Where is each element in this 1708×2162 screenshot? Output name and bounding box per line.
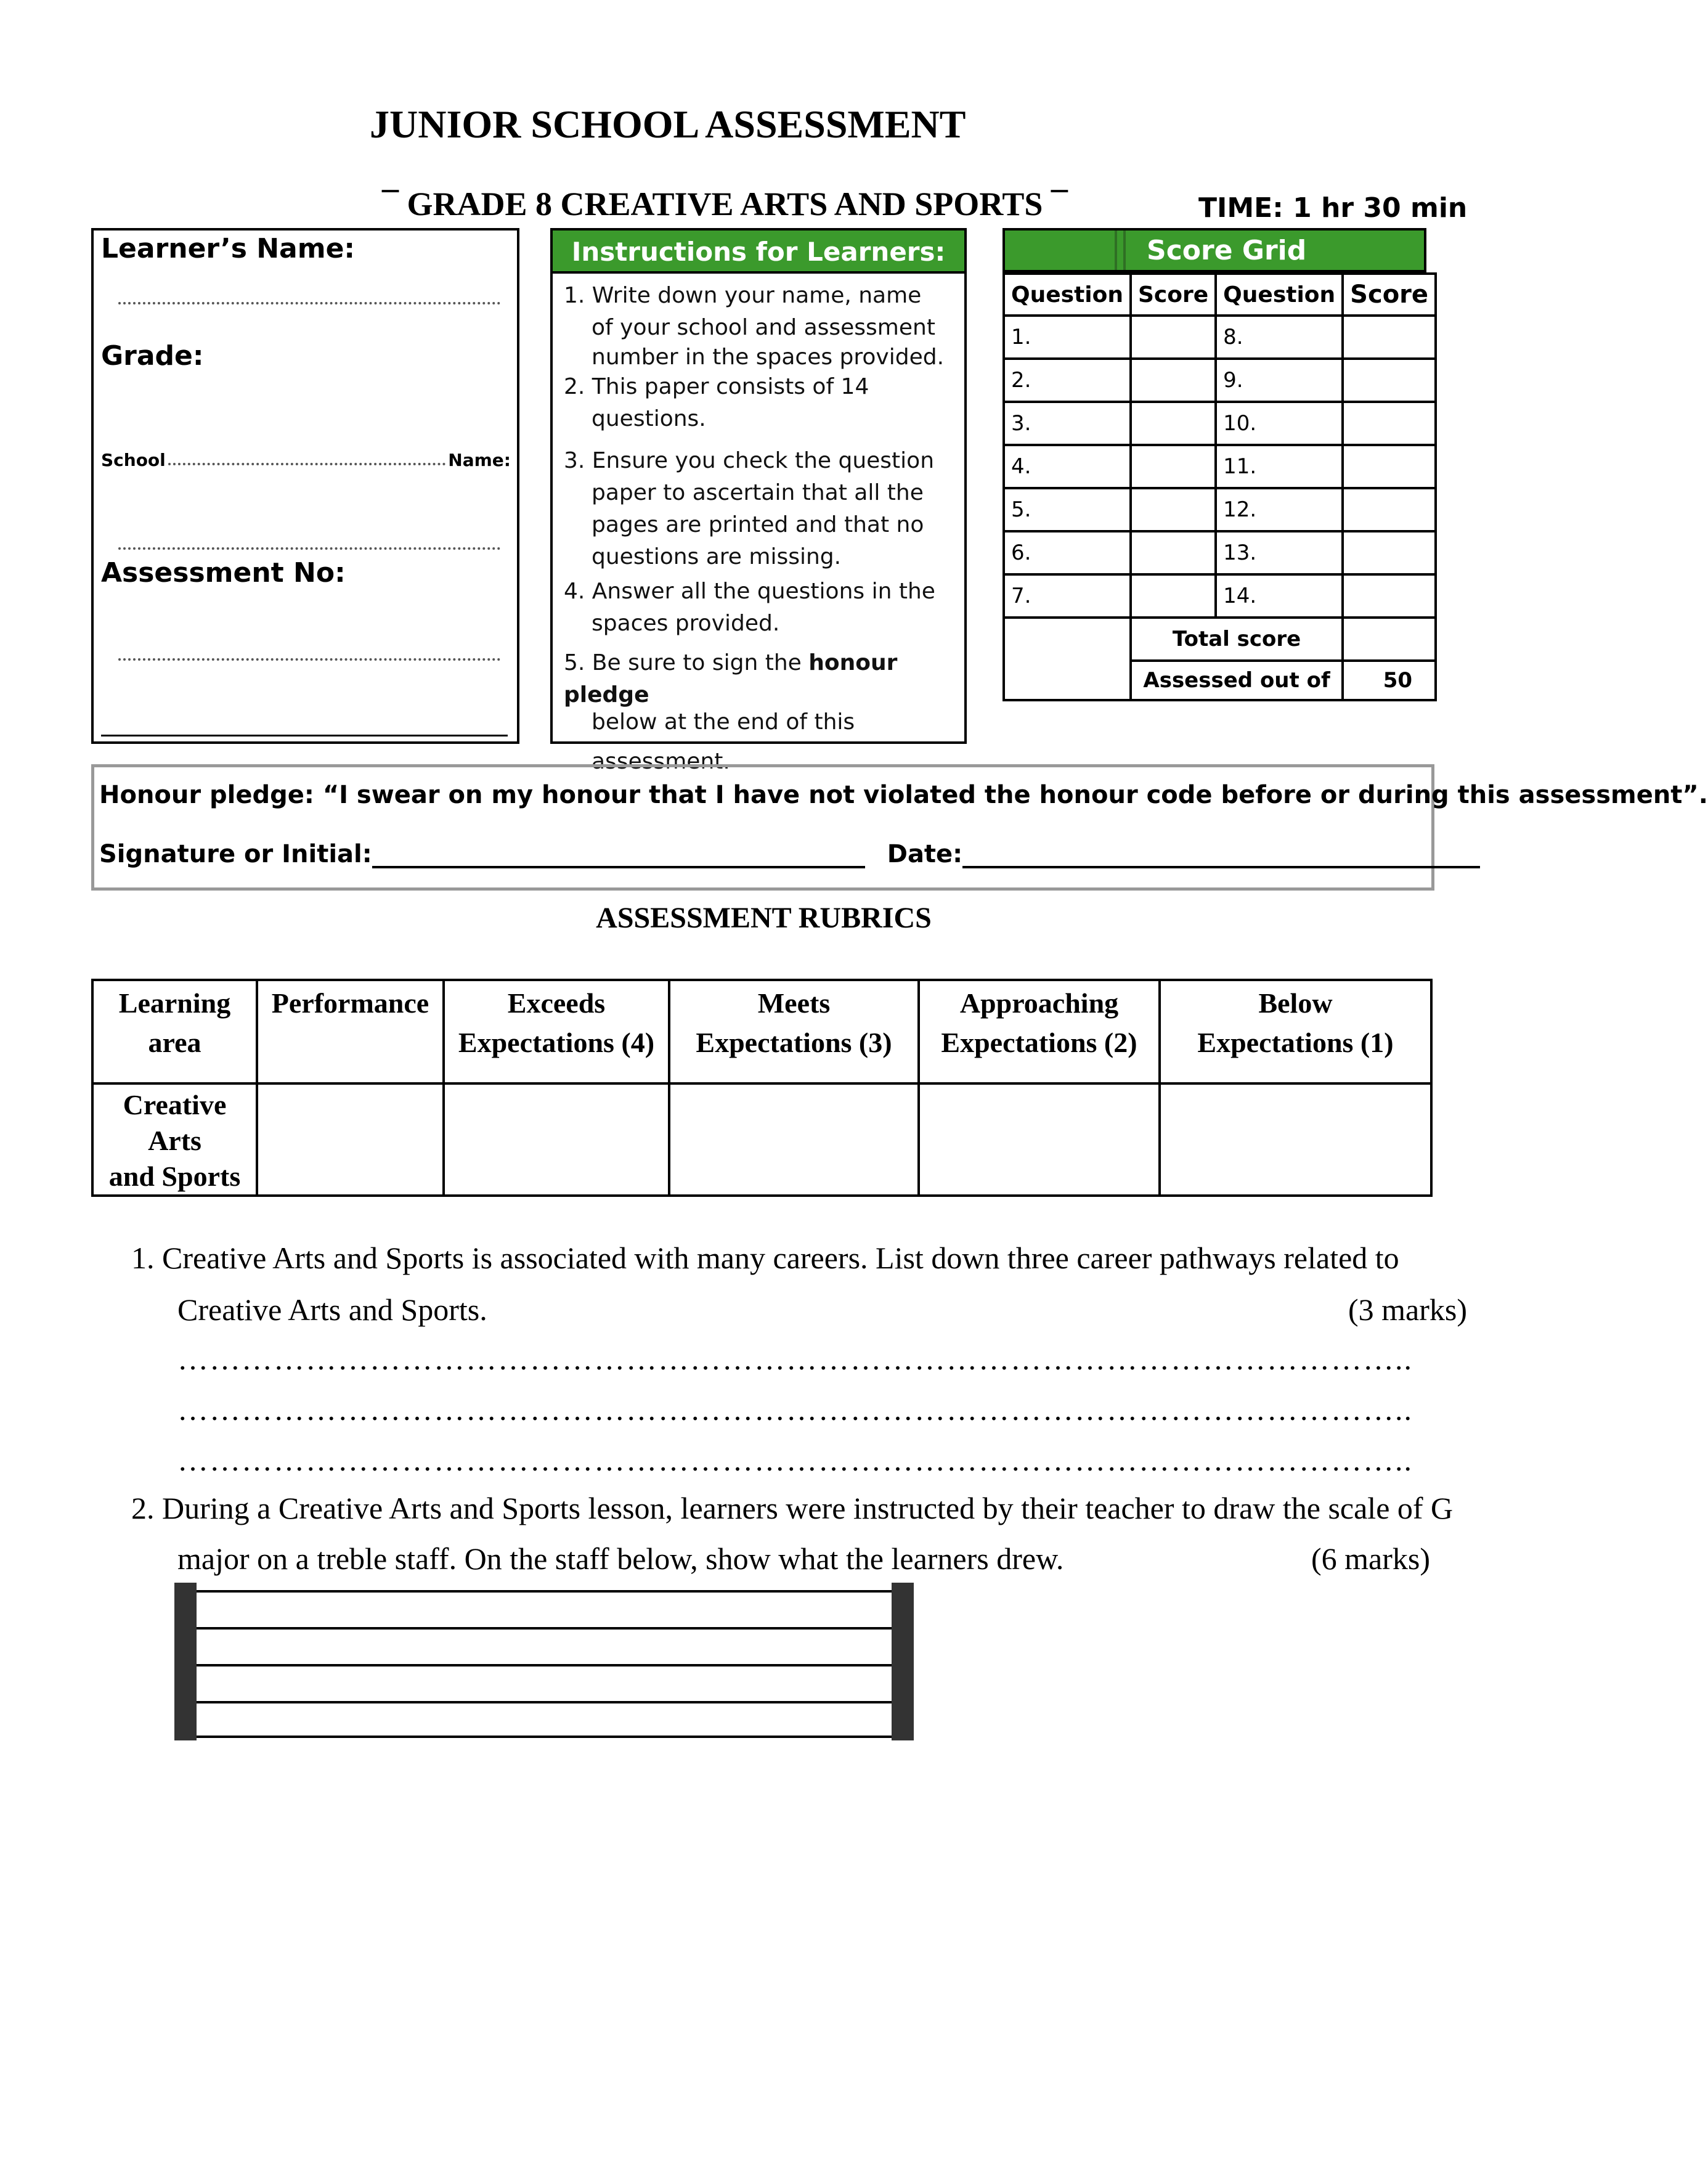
signature-field[interactable] xyxy=(372,844,865,868)
staff-line xyxy=(197,1701,892,1703)
assessment-no-label: Assessment No: xyxy=(101,557,346,589)
question-number: 8. xyxy=(1216,316,1343,359)
total-score-label: Total score xyxy=(1131,618,1343,661)
signature-label: Signature or Initial: xyxy=(99,840,372,868)
question-number: 2. xyxy=(1004,359,1131,402)
column-header-question-2: Question xyxy=(1216,274,1343,316)
honour-pledge-box xyxy=(91,764,1708,891)
staff-line xyxy=(197,1664,892,1666)
score-cell[interactable] xyxy=(1343,531,1436,574)
time-allowed: TIME: 1 hr 30 min xyxy=(1198,192,1468,224)
rubric-cell[interactable] xyxy=(444,1083,669,1196)
staff-line xyxy=(197,1590,892,1593)
school-name-row[interactable] xyxy=(101,450,511,470)
question-number: 5. xyxy=(1004,488,1131,531)
score-cell[interactable] xyxy=(1131,531,1216,574)
score-grid-heading: Score Grid xyxy=(1147,235,1307,266)
score-cell[interactable] xyxy=(1343,488,1436,531)
date-label: Date: xyxy=(887,840,963,868)
question-number: 7. xyxy=(1004,574,1131,618)
score-row xyxy=(1004,445,1436,488)
score-row xyxy=(1004,402,1436,445)
page-subtitle: ¯ GRADE 8 CREATIVE ARTS AND SPORTS ¯ xyxy=(382,186,1068,222)
date-field[interactable] xyxy=(962,844,1480,868)
staff-line xyxy=(197,1627,892,1630)
instruction-item: 3. Ensure you check the question paper to ascertain that all the pages are printed and that no questions are missing. xyxy=(564,448,935,569)
total-score-cell[interactable] xyxy=(1343,618,1436,661)
question-1-text: 1. Creative Arts and Sports is associated with many careers. List down three career pathways related to xyxy=(131,1241,1399,1275)
score-cell[interactable] xyxy=(1131,488,1216,531)
grade-label: Grade: xyxy=(101,340,204,372)
score-cell[interactable] xyxy=(1131,574,1216,618)
score-cell[interactable] xyxy=(1343,574,1436,618)
school-name-field[interactable] xyxy=(168,463,446,465)
instruction-item: 2. This paper consists of 14 questions. xyxy=(564,374,869,431)
staff-line xyxy=(197,1736,892,1738)
question-1-marks: (3 marks) xyxy=(1348,1292,1467,1327)
score-cell[interactable] xyxy=(1131,359,1216,402)
score-cell[interactable] xyxy=(1131,402,1216,445)
rubric-header-learning-area: Learning area xyxy=(92,980,257,1083)
honour-pledge-emphasis: honour pledge xyxy=(564,650,898,708)
instructions-box xyxy=(550,228,967,774)
assessment-no-field[interactable] xyxy=(118,655,500,661)
score-grid-table xyxy=(1002,272,1437,701)
instruction-item: 5. Be sure to sign the honour pledge below at the end of this assessment. xyxy=(564,650,898,774)
question-2-text: 2. During a Creative Arts and Sports lesson, learners were instructed by their teacher to draw the scale of G xyxy=(131,1491,1454,1525)
score-cell[interactable] xyxy=(1343,402,1436,445)
score-cell[interactable] xyxy=(1343,445,1436,488)
rubric-header-below: Below Expectations (1) xyxy=(1160,980,1431,1083)
signature-row xyxy=(99,840,1480,868)
instruction-item: 1. Write down your name, name of your school and assessment number in the spaces provided. xyxy=(564,283,945,370)
honour-pledge-text: Honour pledge: “I swear on my honour that I have not violated the honour code before or during this assessment”. xyxy=(99,781,1708,809)
score-cell[interactable] xyxy=(1131,445,1216,488)
question-number: 1. xyxy=(1004,316,1131,359)
assessed-out-of-value: 50 xyxy=(1343,661,1436,700)
assessed-out-of-label: Assessed out of xyxy=(1131,661,1343,700)
rubric-cell[interactable] xyxy=(257,1083,444,1196)
answer-line[interactable]: …………………………………………………………………………………………………….. xyxy=(177,1392,1413,1427)
answer-line[interactable]: …………………………………………………………………………………………………….. xyxy=(177,1342,1413,1376)
score-row xyxy=(1004,359,1436,402)
learner-box-underline xyxy=(101,735,508,736)
learner-name-field[interactable] xyxy=(118,298,500,304)
column-header-question: Question xyxy=(1004,274,1131,316)
header-divider xyxy=(1123,230,1126,270)
column-header-score: Score xyxy=(1131,274,1216,316)
instructions-heading: Instructions for Learners: xyxy=(553,230,964,274)
score-row xyxy=(1004,531,1436,574)
question-number: 4. xyxy=(1004,445,1131,488)
question-number: 6. xyxy=(1004,531,1131,574)
learner-name-label: Learner’s Name: xyxy=(101,233,356,264)
question-number: 13. xyxy=(1216,531,1343,574)
score-grid-header-row xyxy=(1004,274,1436,316)
learner-details-box xyxy=(91,228,519,744)
question-2-text-cont: major on a treble staff. On the staff below, show what the learners drew. xyxy=(177,1541,1064,1576)
score-row xyxy=(1004,574,1436,618)
score-cell[interactable] xyxy=(1343,316,1436,359)
header-divider xyxy=(1115,230,1117,270)
question-2-marks: (6 marks) xyxy=(1311,1541,1430,1576)
question-number: 11. xyxy=(1216,445,1343,488)
score-grid xyxy=(1002,228,1429,702)
staff-left-bar xyxy=(174,1583,197,1740)
rubric-header-approaching: Approaching Expectations (2) xyxy=(919,980,1160,1083)
score-row xyxy=(1004,316,1436,359)
rubrics-data-row xyxy=(92,1083,1431,1196)
school-label: School xyxy=(101,450,166,470)
rubric-learning-area-cell: Creative Arts and Sports xyxy=(92,1083,257,1196)
grade-field[interactable] xyxy=(118,544,500,550)
question-number: 12. xyxy=(1216,488,1343,531)
rubric-cell[interactable] xyxy=(669,1083,919,1196)
column-header-score-2: Score xyxy=(1343,274,1436,316)
rubric-header-performance: Performance xyxy=(257,980,444,1083)
rubrics-table xyxy=(91,979,1433,1197)
rubrics-header-row xyxy=(92,980,1431,1083)
rubric-cell[interactable] xyxy=(919,1083,1160,1196)
question-number: 9. xyxy=(1216,359,1343,402)
question-number: 10. xyxy=(1216,402,1343,445)
school-name-label: Name: xyxy=(448,450,511,470)
rubric-header-meets: Meets Expectations (3) xyxy=(669,980,919,1083)
blank-cell xyxy=(1004,618,1131,700)
instruction-item: 4. Answer all the questions in the spaces provided. xyxy=(564,579,935,636)
total-score-row xyxy=(1004,618,1436,661)
score-cell[interactable] xyxy=(1131,316,1216,359)
answer-line[interactable]: …………………………………………………………………………………………………….. xyxy=(177,1443,1413,1477)
rubric-header-exceeds: Exceeds Expectations (4) xyxy=(444,980,669,1083)
page-title: JUNIOR SCHOOL ASSESSMENT xyxy=(370,102,966,146)
question-number: 14. xyxy=(1216,574,1343,618)
score-cell[interactable] xyxy=(1343,359,1436,402)
score-row xyxy=(1004,488,1436,531)
score-grid-header xyxy=(1002,228,1426,272)
question-number: 3. xyxy=(1004,402,1131,445)
rubric-cell[interactable] xyxy=(1160,1083,1431,1196)
staff-right-bar xyxy=(892,1583,914,1740)
rubrics-title: ASSESSMENT RUBRICS xyxy=(596,902,932,934)
question-1-text-cont: Creative Arts and Sports. xyxy=(177,1292,487,1327)
treble-staff[interactable] xyxy=(174,1583,914,1740)
